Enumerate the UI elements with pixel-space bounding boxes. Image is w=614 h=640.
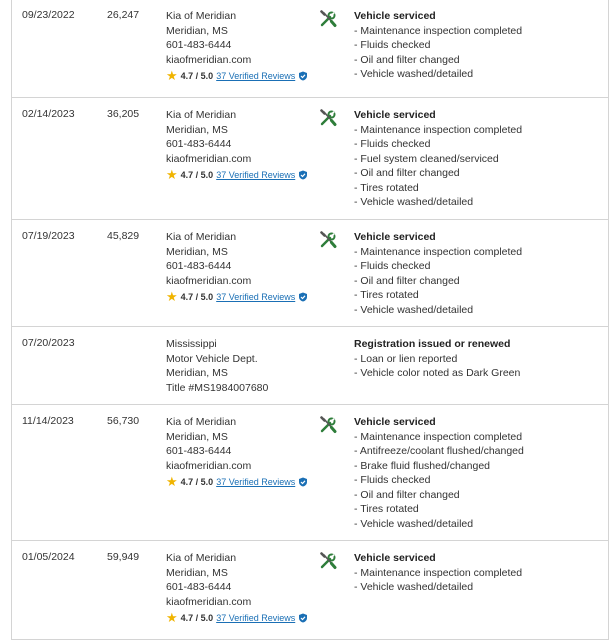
detail-item: - Maintenance inspection completed: [354, 566, 523, 579]
verified-reviews-link[interactable]: 37 Verified Reviews: [216, 477, 296, 487]
star-icon: ★: [166, 289, 178, 305]
verified-badge-icon: [298, 170, 308, 180]
detail-item: - Vehicle washed/detailed: [354, 581, 474, 593]
history-row: [12, 541, 608, 640]
record-title: Vehicle serviced: [354, 416, 436, 428]
detail-item: - Antifreeze/coolant flushed/changed: [354, 445, 524, 457]
detail-item: - Oil and filter changed: [354, 488, 460, 501]
history-row: [12, 405, 608, 541]
detail-item: - Maintenance inspection completed: [354, 123, 523, 136]
source-line: Meridian, MS: [166, 123, 228, 136]
source-line: Kia of Meridian: [166, 416, 237, 428]
source-line: Kia of Meridian: [166, 109, 237, 121]
rating-score: 4.7 / 5.0: [180, 292, 214, 302]
record-date: 07/19/2023: [22, 230, 75, 242]
source-line: kiaofmeridian.com: [166, 459, 252, 472]
star-icon: ★: [166, 610, 178, 626]
detail-item: - Fluids checked: [354, 39, 431, 51]
verified-reviews-link[interactable]: 37 Verified Reviews: [216, 613, 296, 623]
source-line: Title #MS1984007680: [166, 381, 269, 394]
verified-badge-icon: [298, 292, 308, 302]
detail-item: - Fuel system cleaned/serviced: [354, 152, 499, 165]
record-source: [166, 108, 308, 183]
source-line: Motor Vehicle Dept.: [166, 352, 258, 365]
detail-item: - Oil and filter changed: [354, 167, 460, 179]
source-line: 601-483-6444: [166, 445, 232, 457]
verified-badge-icon: [298, 71, 308, 81]
detail-item: - Maintenance inspection completed: [354, 24, 523, 37]
verified-badge-icon: [298, 613, 308, 623]
detail-item: - Loan or lien reported: [354, 352, 458, 365]
record-details: [354, 551, 522, 595]
wrench-screwdriver-icon: [319, 416, 337, 434]
record-source: [166, 9, 308, 84]
record-date: 02/14/2023: [22, 108, 75, 120]
detail-item: - Vehicle washed/detailed: [354, 303, 474, 316]
source-line: Kia of Meridian: [166, 10, 237, 22]
detail-item: - Tires rotated: [354, 181, 419, 194]
wrench-screwdriver-icon: [319, 109, 337, 127]
record-details: [354, 108, 522, 210]
source-line: Meridian, MS: [166, 245, 228, 258]
record-date: 07/20/2023: [22, 337, 75, 349]
wrench-screwdriver-icon: [319, 552, 337, 570]
source-line: Meridian, MS: [166, 430, 228, 443]
wrench-screwdriver-icon: [319, 231, 337, 249]
history-row: [12, 220, 608, 327]
record-source: [166, 415, 308, 490]
source-line: Meridian, MS: [166, 367, 228, 379]
source-line: Kia of Meridian: [166, 552, 237, 564]
wrench-screwdriver-icon: [319, 10, 337, 28]
rating-score: 4.7 / 5.0: [180, 71, 214, 81]
record-source: [166, 230, 308, 305]
detail-item: - Vehicle washed/detailed: [354, 196, 474, 208]
history-row: [12, 98, 608, 220]
record-details: [354, 9, 522, 82]
source-line: Mississippi: [166, 338, 217, 350]
record-mileage: 59,949: [107, 551, 140, 563]
source-line: Meridian, MS: [166, 24, 228, 37]
star-icon: ★: [166, 474, 178, 490]
rating-score: 4.7 / 5.0: [180, 477, 214, 487]
detail-item: - Maintenance inspection completed: [354, 245, 523, 258]
dealer-rating: [166, 69, 308, 84]
detail-item: - Tires rotated: [354, 289, 419, 301]
source-line: kiaofmeridian.com: [166, 152, 252, 165]
source-line: Meridian, MS: [166, 566, 228, 579]
record-details: [354, 415, 524, 531]
star-icon: ★: [166, 167, 178, 183]
record-source: [166, 551, 308, 626]
history-row: [12, 327, 608, 405]
record-title: Registration issued or renewed: [354, 338, 511, 350]
detail-item: - Tires rotated: [354, 503, 419, 515]
dealer-rating: [166, 290, 308, 305]
record-details: [354, 337, 520, 381]
record-mileage: 56,730: [107, 415, 140, 427]
record-title: Vehicle serviced: [354, 552, 436, 564]
record-date: 01/05/2024: [22, 551, 75, 563]
source-line: kiaofmeridian.com: [166, 274, 252, 287]
source-line: kiaofmeridian.com: [166, 53, 252, 66]
detail-item: - Vehicle washed/detailed: [354, 517, 474, 530]
star-icon: ★: [166, 68, 178, 84]
record-title: Vehicle serviced: [354, 231, 436, 243]
record-date: 11/14/2023: [22, 415, 74, 427]
detail-item: - Vehicle color noted as Dark Green: [354, 367, 521, 379]
service-history-table: [11, 0, 609, 640]
history-row: [12, 0, 608, 98]
source-line: 601-483-6444: [166, 260, 232, 272]
source-line: kiaofmeridian.com: [166, 595, 252, 608]
verified-badge-icon: [298, 477, 308, 487]
source-line: 601-483-6444: [166, 138, 232, 150]
verified-reviews-link[interactable]: 37 Verified Reviews: [216, 292, 296, 302]
rating-score: 4.7 / 5.0: [180, 613, 214, 623]
record-source: [166, 337, 268, 395]
record-mileage: 36,205: [107, 108, 140, 120]
dealer-rating: [166, 475, 308, 490]
record-title: Vehicle serviced: [354, 109, 436, 121]
detail-item: - Fluids checked: [354, 260, 431, 272]
detail-item: - Fluids checked: [354, 474, 431, 486]
verified-reviews-link[interactable]: 37 Verified Reviews: [216, 71, 296, 81]
dealer-rating: [166, 168, 308, 183]
record-details: [354, 230, 522, 317]
source-line: 601-483-6444: [166, 39, 232, 51]
verified-reviews-link[interactable]: 37 Verified Reviews: [216, 170, 296, 180]
detail-item: - Maintenance inspection completed: [354, 430, 523, 443]
record-title: Vehicle serviced: [354, 10, 436, 22]
detail-item: - Oil and filter changed: [354, 53, 460, 66]
source-line: 601-483-6444: [166, 581, 232, 593]
record-mileage: 45,829: [107, 230, 140, 242]
source-line: Kia of Meridian: [166, 231, 237, 243]
detail-item: - Vehicle washed/detailed: [354, 68, 474, 80]
dealer-rating: [166, 611, 308, 626]
detail-item: - Brake fluid flushed/changed: [354, 459, 491, 472]
record-date: 09/23/2022: [22, 9, 75, 21]
record-mileage: 26,247: [107, 9, 140, 21]
detail-item: - Fluids checked: [354, 138, 431, 150]
rating-score: 4.7 / 5.0: [180, 170, 214, 180]
detail-item: - Oil and filter changed: [354, 274, 460, 287]
